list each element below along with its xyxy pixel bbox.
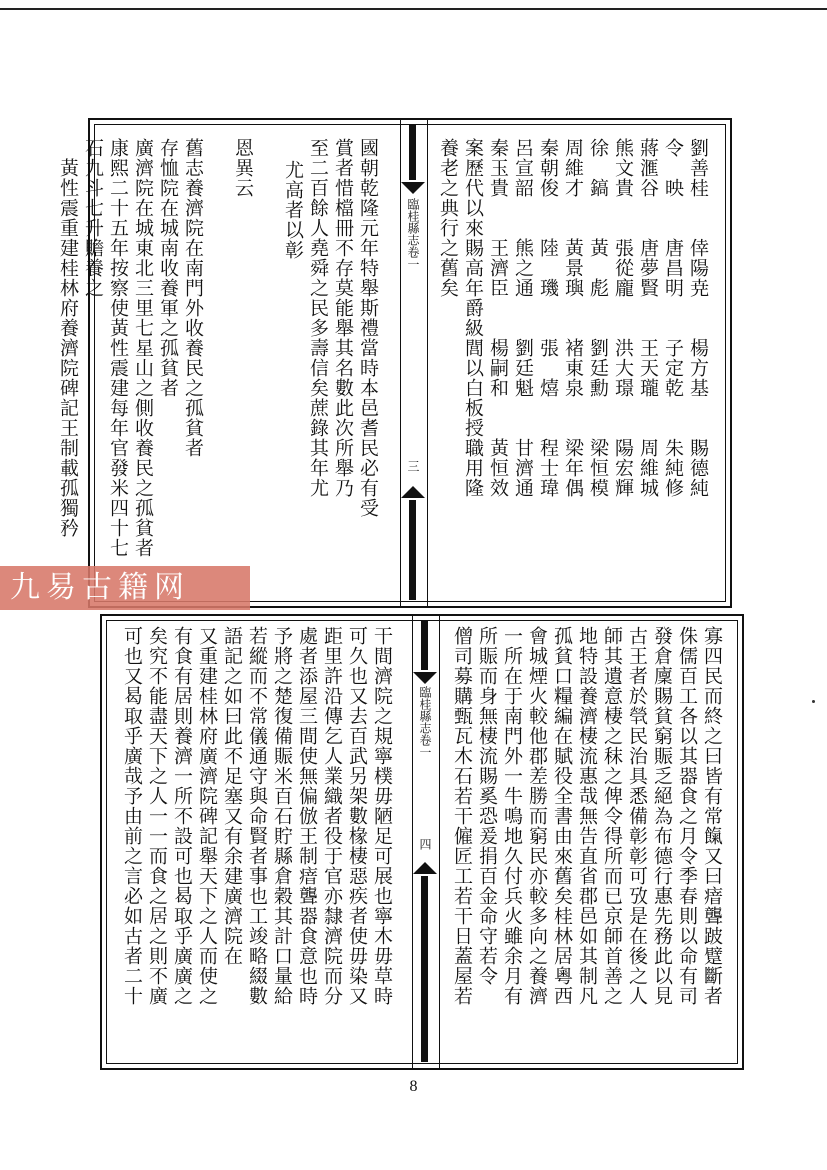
folio-number: 四 [418, 838, 432, 850]
text-column: 令 映 唐昌明 子定乾 朱純修 [662, 138, 684, 498]
lower-page [100, 614, 744, 1070]
text-column: 一所在于南門外一牛鳴地久付兵火雖余月有 [501, 626, 523, 1006]
text-column: 存恤院在城南收養軍之孤貧者 [157, 138, 179, 398]
text-column: 師其遺意棲之秣之俾令得所而已京師首善之 [601, 626, 623, 1006]
text-column: 劉善桂 倖陽尭 楊方基 賜德純 [687, 138, 709, 498]
text-column: 發倉廩賜貧窮賑乏絕為布德行惠先務此以見 [651, 626, 673, 1006]
center-fold-mark [409, 124, 416, 180]
center-fold-mark [409, 500, 416, 600]
text-column: 熊文貴 張從龐 洪大璟 陽宏輝 [612, 138, 634, 498]
center-fold-mark [421, 876, 428, 1062]
text-column: 賞者惜檔冊不存莫能舉其名數此次所舉乃 [332, 138, 354, 498]
text-column: 干間濟院之規寧樸毋陋足可展也寧木毋草時 [371, 626, 393, 1006]
fishtail-mark [413, 862, 437, 874]
folio-number: 三 [406, 460, 420, 472]
text-column: 秦朝俊 陸 璣 張 熺 程士瑋 [537, 138, 559, 498]
text-column: 有食有居則養濟一所不設可也曷取乎廣廣之 [171, 626, 193, 1006]
text-column: 恩異云 [232, 138, 254, 198]
text-column: 語記之如曰此不足塞又有余建廣濟院在 [221, 626, 243, 966]
site-watermark: 九易古籍网 [0, 566, 250, 610]
text-column: 地特設養濟棲流惠哉無告直省郡邑如其制凡 [576, 626, 598, 1006]
text-column: 廣濟院在城東北三里七星山之側收養民之孤貧者 [132, 138, 154, 558]
text-column: 古王者於煢民治具悉備彰彰可攷是在後之人 [626, 626, 648, 1006]
running-header: 臨桂縣志卷一 [418, 686, 432, 758]
text-column: 又重建桂林府廣濟院碑記舉天下之人而使之 [196, 626, 218, 1006]
fishtail-mark [401, 486, 425, 498]
text-column: 尤高者以彰 [282, 160, 304, 260]
running-header: 臨桂縣志卷一 [406, 198, 420, 270]
fishtail-mark [401, 182, 425, 194]
text-column: 石九斗七升贍養之 [82, 138, 104, 298]
text-column: 所賑而身無棲流賜奚恐爰捐百金命守若令 [476, 626, 498, 986]
text-column: 案歷代以來賜高年爵級閭以白板授職用隆 [462, 138, 484, 498]
text-column: 予將之楚復備賑米百石貯縣倉穀其計口量給 [271, 626, 293, 1006]
text-column: 可久也又去百武另架數椽棲惡疾者使毋染又 [346, 626, 368, 1006]
text-column: 舊志養濟院在南門外收養民之孤貧者 [182, 138, 204, 458]
text-column: 會城煙火較他郡差勝而窮民亦較多向之養濟 [526, 626, 548, 1006]
text-column: 康熙二十五年按察使黃性震建每年官發米四十七 [107, 138, 129, 558]
text-column: 距里許沿傳乞人業織者役于官亦隸濟院而分 [321, 626, 343, 1006]
text-column: 處者添屋三間使無偏倣王制瘖聾器食意也時 [296, 626, 318, 1006]
scan-speck [812, 700, 815, 703]
text-column: 寡四民而終之曰皆有常餼又曰瘖聾跛躄斷者 [701, 626, 723, 1006]
text-column: 孤貧口糧編在賦役全書由來舊矣桂林居粵西 [551, 626, 573, 1006]
text-column: 若縱而不常儀通守與命賢者事也工竣略綴數 [246, 626, 268, 1006]
text-column: 矣究不能盡天下之人一一而食之居之則不廣 [146, 626, 168, 1006]
text-column: 呂宣韶 熊之通 劉廷魁 甘濟通 [512, 138, 534, 498]
upper-page [57, 118, 732, 608]
text-column: 侏儒百工各以其器食之月令季春則以命有司 [676, 626, 698, 1006]
text-column: 僧司募購甄瓦木石若干僱匠工若干日蓋屋若 [451, 626, 473, 1006]
text-column: 秦玉貴 王濟臣 楊嗣和 黃恒效 [487, 138, 509, 498]
center-fold-mark [421, 620, 428, 670]
text-column: 可也又曷取乎廣哉予由前之言必如古者二十 [121, 626, 143, 1006]
fishtail-mark [413, 672, 437, 684]
text-column: 周維才 黃景璵 褚東泉 梁年偶 [562, 138, 584, 498]
text-column: 養老之典行之舊矣 [437, 138, 459, 298]
text-column: 蔣滙谷 唐夢賢 王天瓏 周維城 [637, 138, 659, 498]
text-column: 徐 鎬 黃 彪 劉廷勳 梁恒模 [587, 138, 609, 498]
text-column: 國朝乾隆元年特舉斯禮當時本邑耆民必有受 [357, 138, 379, 518]
page-number: 8 [409, 1078, 418, 1095]
top-rule [0, 8, 827, 10]
text-column: 至二百餘人堯舜之民多壽信矣蔗錄其年尤 [307, 138, 329, 498]
text-column: 黃性震重建桂林府養濟院碑記王制載孤獨矜 [57, 138, 79, 538]
